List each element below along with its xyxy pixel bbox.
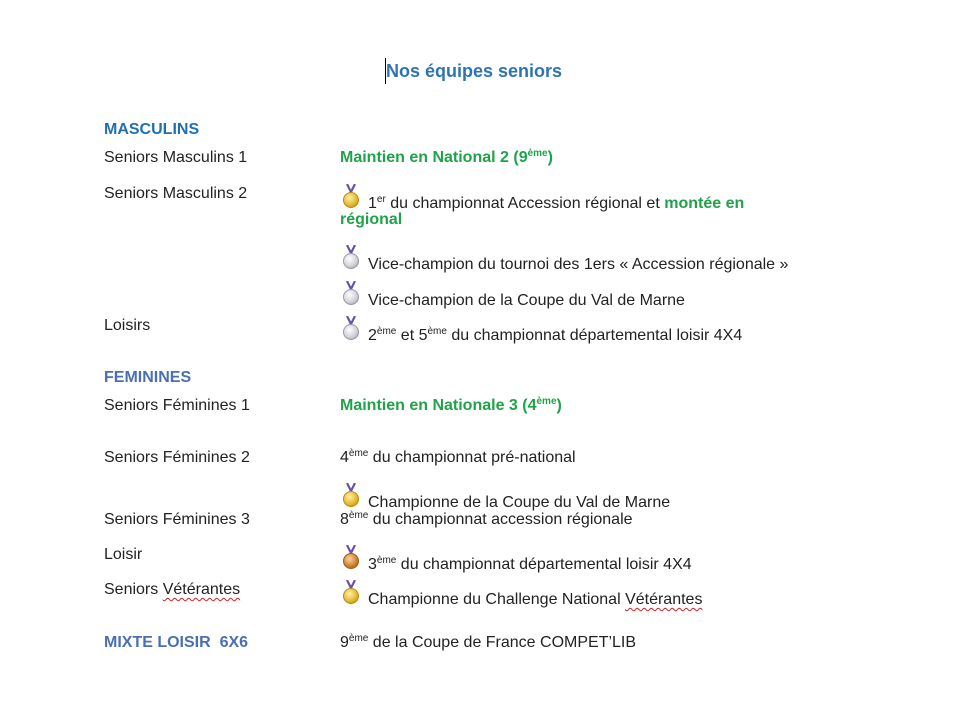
team-result-continued: régional [340, 211, 403, 228]
team-result: 9ème de la Coupe de France COMPET’LIB [340, 633, 637, 651]
team-result: Maintien en National 2 (9ème) [340, 148, 553, 166]
team-name: Seniors Masculins 2 [104, 185, 248, 202]
spellcheck-word: Vétérantes [625, 591, 703, 608]
team-result: Vice-champion de la Coupe du Val de Marne [340, 281, 685, 311]
team-result: Vice-champion du tournoi des 1ers « Accession régionale » [340, 245, 788, 275]
silver-medal-icon [340, 245, 362, 273]
gold-medal-icon [340, 580, 362, 608]
team-result: 4ème du championnat pré-national [340, 448, 576, 466]
team-name: Seniors Féminines 2 [104, 449, 250, 466]
team-result: Maintien en Nationale 3 (4ème) [340, 396, 562, 414]
team-result: 2ème et 5ème du championnat départemental loisir 4X4 [340, 316, 742, 346]
team-result: 3ème du championnat départemental loisir 4X4 [340, 545, 692, 575]
team-name: Loisirs [104, 317, 151, 334]
team-name: Seniors Vétérantes [104, 581, 241, 598]
gold-medal-icon [340, 184, 362, 212]
team-result: 1er du championnat Accession régional et montée en [340, 184, 744, 214]
section-heading-masculins: MASCULINS [104, 121, 200, 138]
team-name: Seniors Féminines 3 [104, 511, 250, 528]
team-name: Seniors Masculins 1 [104, 149, 248, 166]
gold-medal-icon [340, 483, 362, 511]
silver-medal-icon [340, 281, 362, 309]
team-name: Loisir [104, 546, 143, 563]
silver-medal-icon [340, 316, 362, 344]
spellcheck-word: Vétérantes [162, 581, 241, 598]
page-title: Nos équipes seniors [386, 61, 563, 81]
team-result: Championne du Challenge National Vétérantes [340, 580, 702, 610]
section-heading-feminines: FEMININES [104, 369, 192, 386]
team-result: Championne de la Coupe du Val de Marne [340, 483, 670, 513]
section-heading-mixte: MIXTE LOISIR 6X6 [104, 634, 249, 651]
team-name: Seniors Féminines 1 [104, 397, 250, 414]
bronze-medal-icon [340, 545, 362, 573]
team-result: 8ème du championnat accession régionale [340, 510, 633, 528]
